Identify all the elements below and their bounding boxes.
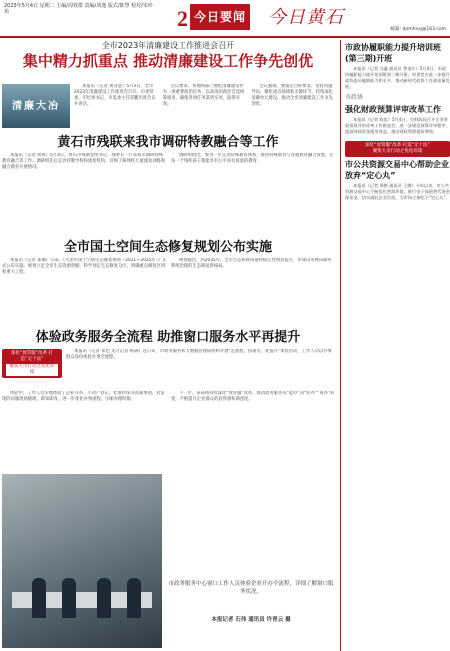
story-paragraph: 规划提出，到2035年，全市生态系统质量和稳定性明显提升，形成山水林田湖草系统治理的生态修复新格局。 (171, 258, 332, 269)
banner-main-text: 深化“放管服”改革 打造“无十法” (365, 143, 430, 148)
issue-date-line: 2023年5月4日 星期二 主编/周铁群 责编/刘逸 版式/陈慧 校对/朱珍苑 (4, 3, 153, 15)
rail-paragraph: 本报讯（记者 陈思）5月4日，市财政局召开全市财政预算评审改革工作推进会，进一步规范预算评审程序，提高财政资金使用效益，推动财政管理提质增效。 (345, 117, 450, 134)
page-number: 2 (177, 6, 188, 31)
campaign-banner (2, 349, 62, 378)
news-photo (2, 474, 162, 648)
rail-kicker: 市政协 (345, 94, 364, 101)
rail-paragraph: 本报讯（记者 冯鑫 通讯员 曾金什）5月4日，市政协履职能力提升培训班第三期开班。培训旨在进一步提升政协委员履职能力和水平，推动新时代政协工作高质量发展。 (345, 66, 450, 89)
lead-headline: 集中精力抓重点 推动清廉建设工作争先创优 (22, 52, 314, 70)
lead-paragraph: 本报讯（记者 黄诗意）5月3日，全市2023年清廉建设工作推进会召开。市委常委、市纪委书记、市监委主任雷鹏出席会议并讲话。 (74, 84, 156, 107)
story-body-gov-service (66, 349, 336, 389)
story-paragraph: 下一步，该局将持续深化“放管服”改革，推动政务服务从“能办”向“好办”“易办”转变，不断提升企业群众的获得感和满意度。 (171, 391, 335, 402)
story-paragraph: 体验中，工作人员实地体验了企业开办、不动产登记、社保医保等高频事项，对发现的问题现场梳理、即知即改，进一步优化办事流程，压缩办理时限。 (2, 391, 165, 402)
lead-body (74, 84, 336, 130)
story-body-gov-service-cont (2, 391, 336, 471)
story-headline-gov-service: 体验政务服务全流程 助推窗口服务水平再提升 (35, 330, 301, 345)
rail-campaign-banner (345, 141, 450, 157)
story-paragraph: 本报讯（记者 邓恺 见习记者 杨满）连日来，市政务服务和大数据管理局组织开展“走流程、找堵点、促提升”体验活动，工作人员以办事群众身份体验办事全流程。 (66, 349, 332, 360)
story-body-disability (2, 153, 336, 237)
photo-caption: 市政务服务中心窗口工作人员体验企业开办全流程，详细了解窗口服务状况。 (168, 581, 334, 595)
masthead (0, 0, 450, 38)
story-paragraph: 本报讯（记者 周爽）5月4日，黄石市残联党组书记、理事长一行来我市调研特殊教育融合等工作。调研组先后走访特教学校和康复机构，详细了解残疾儿童康复训练和融合教育开展情况。 (2, 153, 166, 170)
photo-credit: 本报记者 石伟 通讯员 许青云 摄 (211, 617, 291, 623)
lead-kicker: 全市2023年清廉建设工作推进会召开 (101, 41, 235, 50)
lead-photo-banner: 清廉大冶 (2, 84, 70, 128)
photo-person (32, 578, 46, 618)
photo-person (62, 578, 76, 618)
banner-main-text: 深化“放管服”改革 打造“无十法” (10, 351, 54, 362)
banner-sub-text: 聚焦大市行动之优化环境 (6, 364, 58, 376)
contact-email: 邮箱: djrmhsxj@163.com (390, 27, 446, 32)
rail-headline-finance: 强化财政预算评审改革工作 (345, 105, 441, 114)
story-body-land-plan (2, 258, 336, 326)
lead-paragraph: 会议要求，各地和部门要把清廉建设作为一项重要政治任务，以高度的政治自觉统筹推进，确保各项任务落到实处，取得实效。 (162, 84, 245, 107)
story-paragraph: 本报讯（记者 郑珊）日前，《大冶市国土空间生态修复规划（2021—2035年）》正式公布实施。规划立足全市生态资源禀赋，科学划定生态修复分区，明确重点修复区域和重大工程。 (2, 258, 167, 275)
lead-paragraph: 会议强调，要锚定目标要求，坚持问题导向，聚焦重点领域和关键环节，持续深化清廉单元建设，推动全市清廉建设工作争先创优。 (251, 84, 333, 107)
rail-paragraph: 本报讯（记者 周艳 通讯员 王娜）今年以来，市公共资源交易中心不断优化营商环境，推行电子保函替代现金保证金，切实减轻企业负担，为市场主体吃下“定心丸”。 (345, 183, 450, 200)
rail-headline-cppcc: 市政协履职能力提升培训班(第三期)开班 (345, 43, 441, 63)
newspaper-logo: 今日黄石 (268, 7, 344, 28)
photo-person (127, 578, 141, 618)
right-rail (340, 40, 450, 651)
section-label: 今日要闻 (190, 4, 250, 30)
story-headline-disability: 黄石市残联来我市调研特教融合等工作 (57, 135, 279, 150)
banner-sub-text: 聚焦大市行动之优化环境 (372, 149, 423, 154)
story-headline-land-plan: 全市国土空间生态修复规划公布实施 (63, 240, 272, 255)
rail-headline-trading-center: 市公共资源交易中心帮助企业放弃“定心丸” (345, 160, 449, 180)
photo-person (97, 578, 111, 618)
story-paragraph: 调研组指出，要进一步完善特殊教育体系，推进特殊教育与普通教育融合发展，让每一个残疾孩子都能享有公平而有质量的教育。 (171, 153, 334, 164)
lead-story (0, 40, 336, 130)
